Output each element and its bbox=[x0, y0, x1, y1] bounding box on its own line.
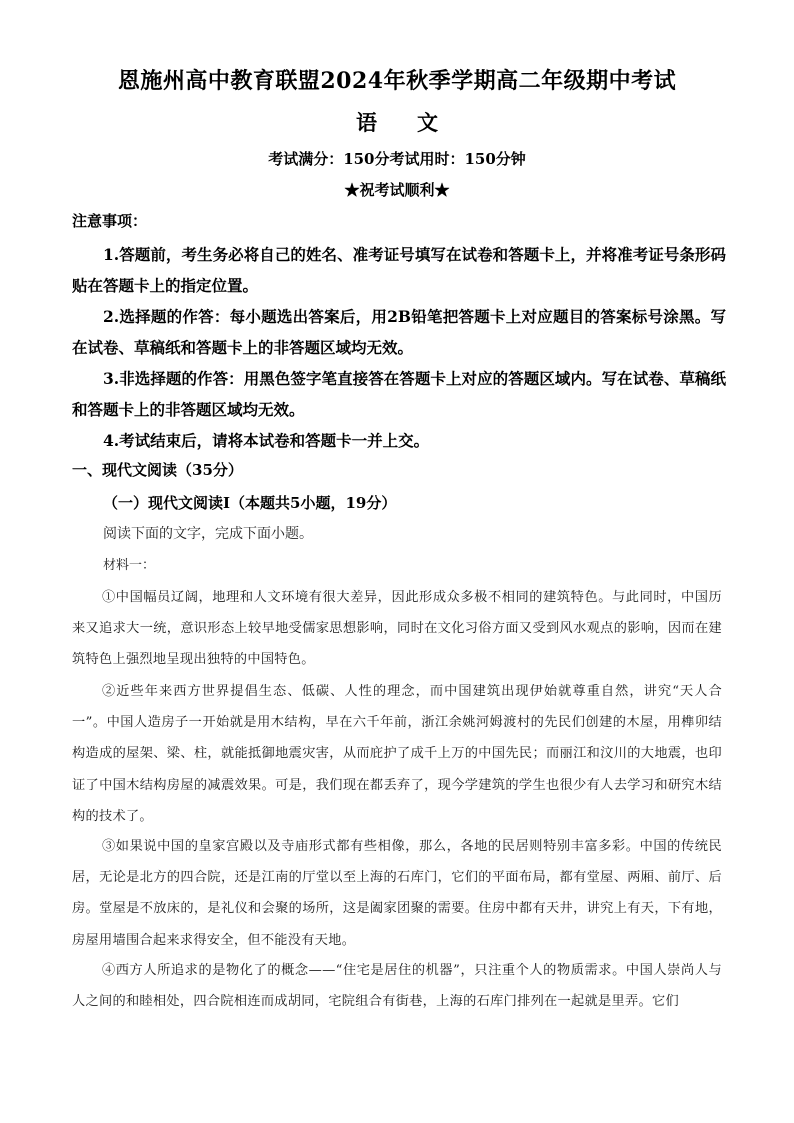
passage-paragraph-1: ①中国幅员辽阔，地理和人文环境有很大差异，因此形成众多极不相同的建筑特色。与此同时，中国历来又追求大一统，意识形态上较早地受儒家思想影响，同时在文化习俗方面又受到风水观点的影响，因而在建筑特色上强烈地呈现出独特的中国特色。 bbox=[72, 590, 722, 668]
subject-title bbox=[0, 108, 794, 138]
section-heading: 一、现代文阅读（35分） bbox=[72, 461, 243, 479]
material-label: 材料一： bbox=[103, 558, 156, 573]
reading-instruction: 阅读下面的文字，完成下面小题。 bbox=[103, 526, 313, 542]
subsection-heading: （一）现代文阅读Ⅰ（本题共5小题，19分） bbox=[103, 494, 397, 512]
notice-item-1: 1.答题前，考生务必将自己的姓名、准考证号填写在试卷和答题卡上，并将准考证号条形码贴在答题卡上的指定位置。 bbox=[72, 245, 726, 295]
exam-title: 恩施州高中教育联盟2024年秋季学期高二年级期中考试 bbox=[117, 68, 677, 94]
passage-paragraph-2: ②近些年来西方世界提倡生态、低碳、人性的理念，而中国建筑出现伊始就尊重自然，讲究“天人合一”。中国人造房子一开始就是用木结构，早在六千年前，浙江余姚河姆渡村的先民们创建的木屋，用榫卯结构造成的屋架、梁、柱，就能抵御地震灾害，从而庇护了成千上万的中国先民；而丽江和汶川的大地震，也印证了中国木结构房屋的减震效果。可是，我们现在都丢弃了，现今学建筑的学生也很少有人去学习和研究木结构的技术了。 bbox=[72, 684, 722, 824]
subject-char-2: 文 bbox=[417, 110, 438, 135]
subject-char-1: 语 bbox=[356, 110, 377, 135]
notice-item-2: 2.选择题的作答：每小题选出答案后，用2B铅笔把答题卡上对应题目的答案标号涂黑。写在试卷、草稿纸和答题卡上的非答题区域均无效。 bbox=[72, 307, 726, 357]
passage-paragraph-4: ④西方人所追求的是物化了的概念——“住宅是居住的机器”，只注重个人的物质需求。中国人崇尚人与人之间的和睦相处，四合院相连而成胡同，宅院组合有街巷，上海的石库门排列在一起就是里弄。它们 bbox=[72, 963, 722, 1010]
notice-item-3: 3.非选择题的作答：用黑色签字笔直接答在答题卡上对应的答题区域内。写在试卷、草稿纸和答题卡上的非答题区域均无效。 bbox=[72, 369, 726, 419]
passage-paragraph-3: ③如果说中国的皇家宫殿以及寺庙形式都有些相像，那么，各地的民居则特别丰富多彩。中国的传统民居，无论是北方的四合院，还是江南的厅堂以至上海的石库门，它们的平面布局，都有堂屋、两厢、前厅、后房。堂屋是不放床的，是礼仪和会聚的场所，这是阖家团聚的需要。住房中都有天井，讲究上有天，下有地，房屋用墙围合起来求得安全，但不能没有天地。 bbox=[72, 839, 722, 948]
notice-heading: 注意事项： bbox=[72, 212, 148, 230]
exam-info: 考试满分：150分考试用时：150分钟 bbox=[268, 150, 526, 168]
notice-item-4: 4.考试结束后，请将本试卷和答题卡一并上交。 bbox=[103, 431, 430, 450]
good-luck-line: ★祝考试顺利★ bbox=[344, 181, 450, 199]
